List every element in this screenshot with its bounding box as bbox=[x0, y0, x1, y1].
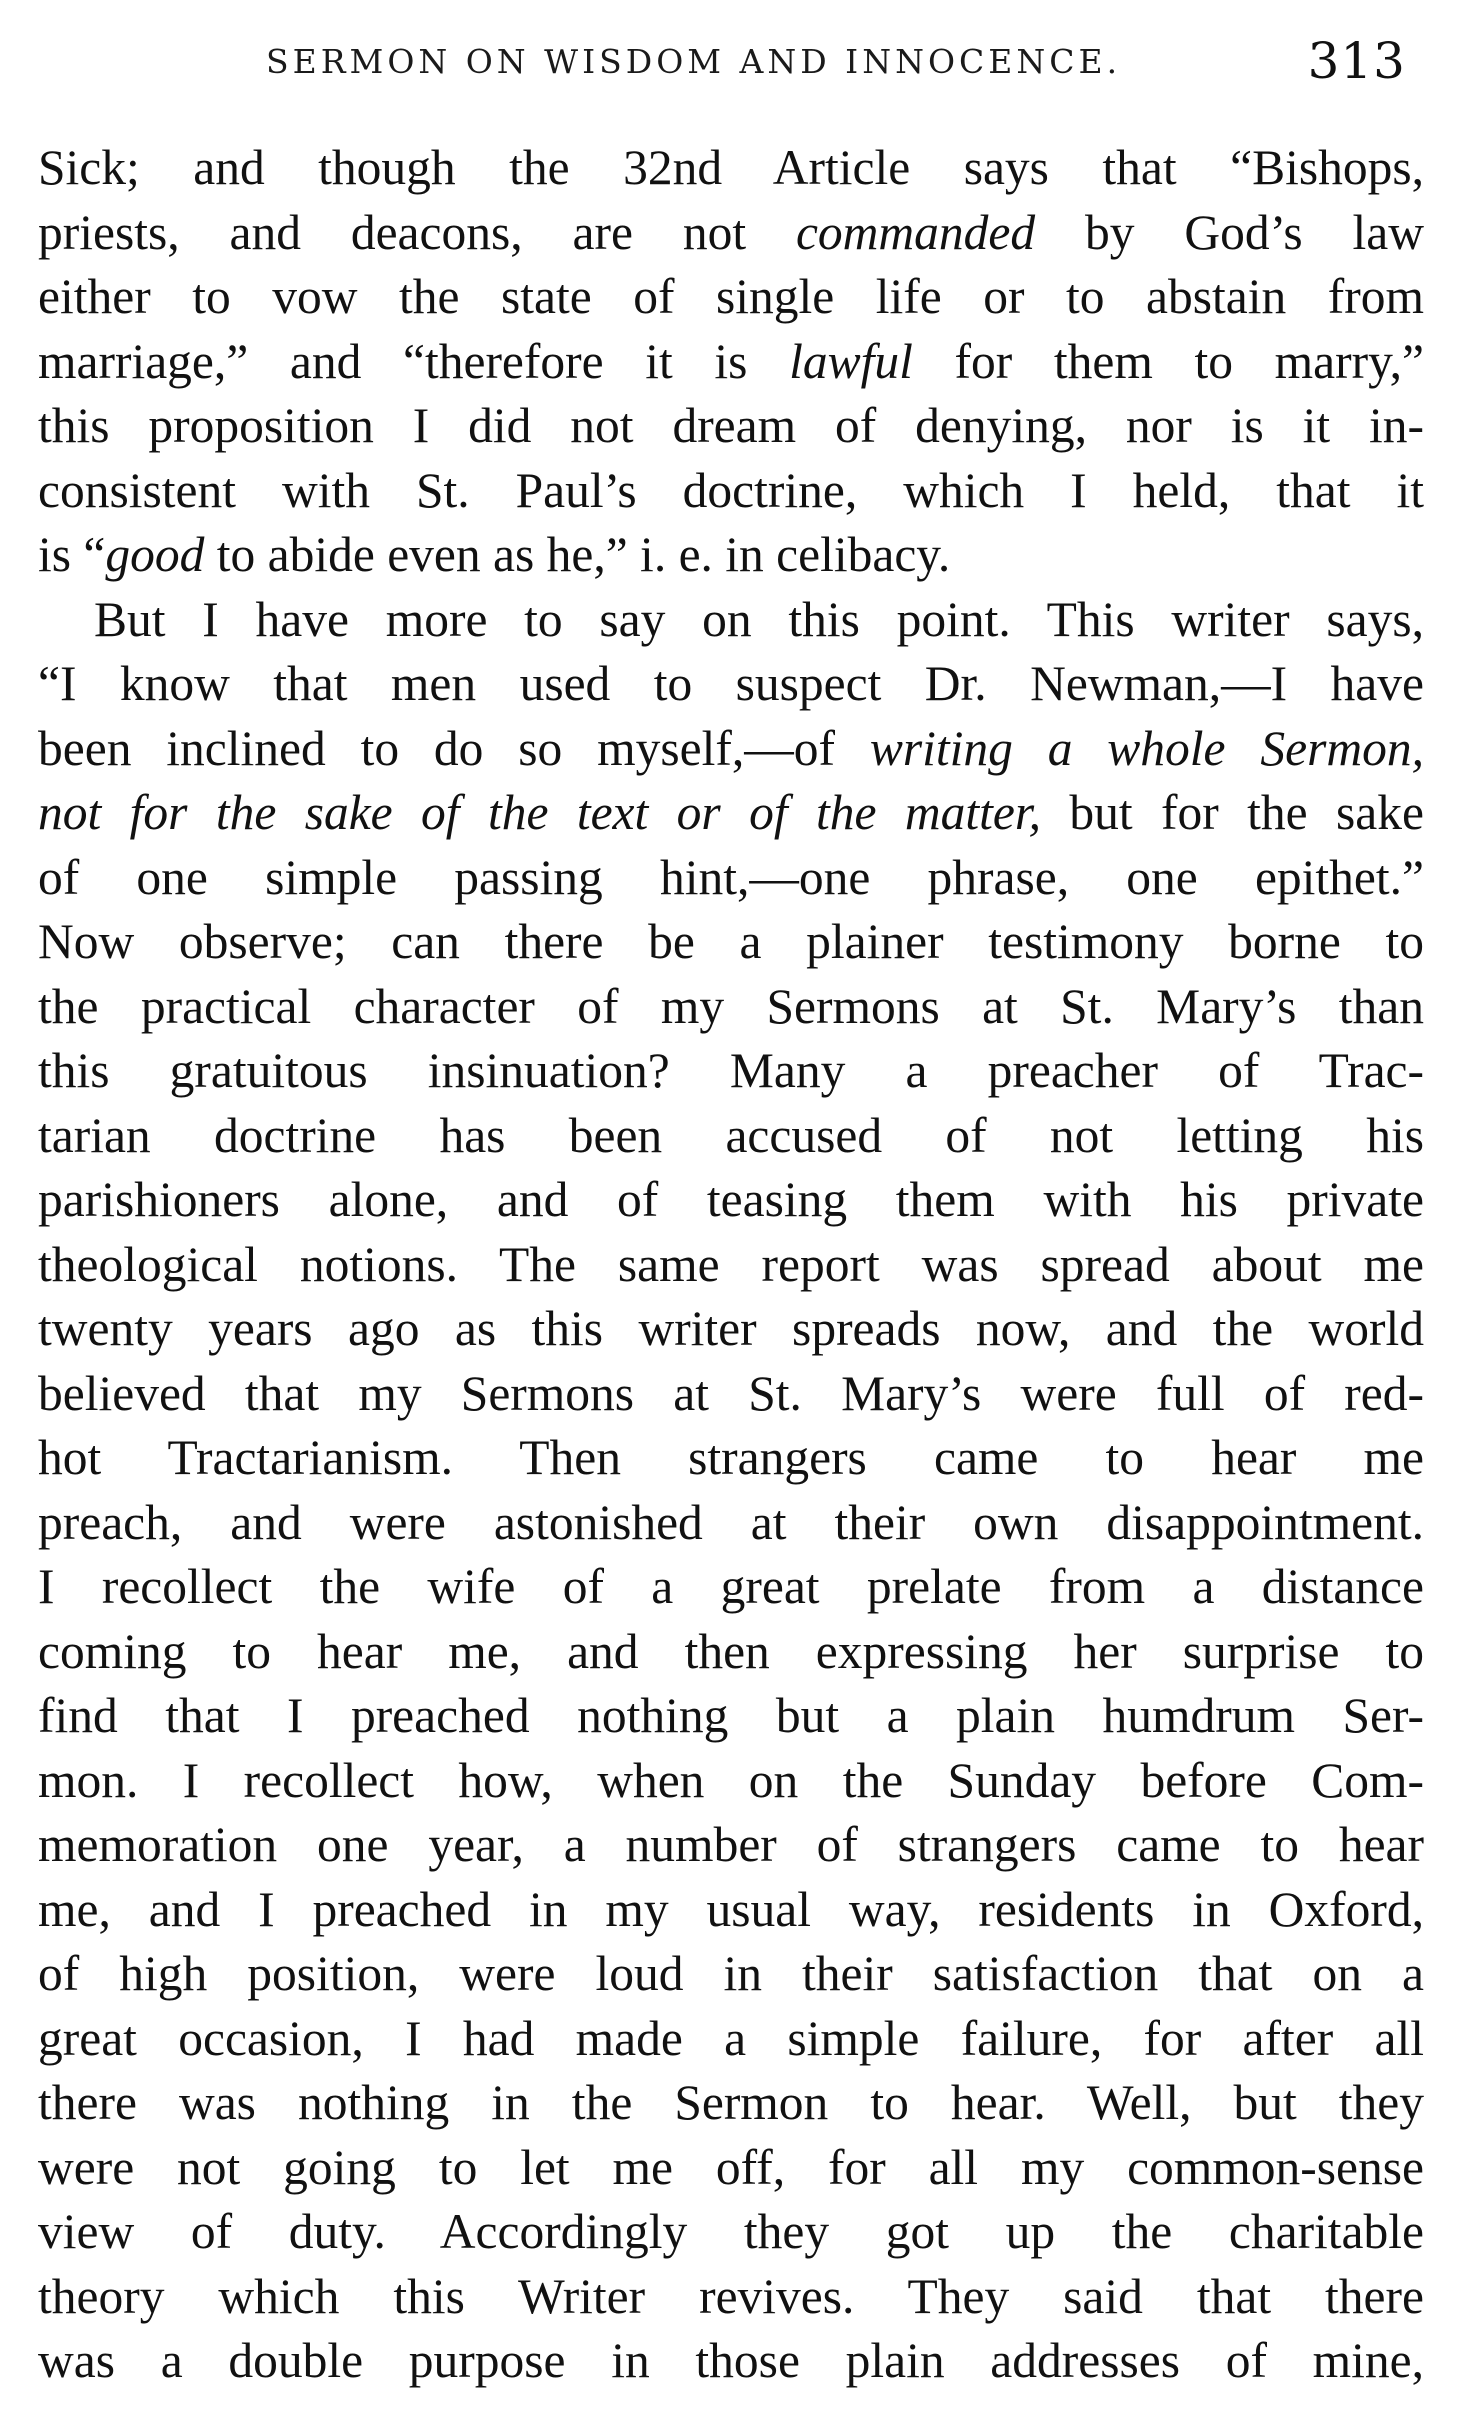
text-segment: great occasion, I had made a simple failure, for after all bbox=[38, 2010, 1424, 2066]
text-segment: twenty years ago as this writer spreads now, and the world bbox=[38, 1301, 1424, 1356]
text-segment: there was nothing in the Sermon to hear. Well, but they bbox=[38, 2075, 1424, 2130]
page-number: 313 bbox=[1307, 32, 1406, 90]
text-segment: were not going to let me off, for all my common-sense bbox=[38, 2139, 1424, 2195]
text-line bbox=[38, 1620, 1424, 1685]
text-segment: But I have more to say on this point. This writer says, bbox=[94, 591, 1424, 647]
text-segment: but for the sake bbox=[1041, 785, 1424, 840]
italic-text: good bbox=[105, 527, 205, 582]
text-segment: is “ bbox=[38, 527, 106, 582]
body-text bbox=[38, 136, 1424, 2394]
text-segment: Sick; and though the 32nd Article says that “Bishops, bbox=[38, 140, 1424, 195]
text-segment: this gratuitous insinuation? Many a preacher of Trac- bbox=[38, 1043, 1424, 1098]
text-segment: this proposition I did not dream of denying, nor is it in- bbox=[38, 398, 1424, 453]
text-line bbox=[38, 1491, 1424, 1556]
text-segment: been inclined to do so myself,—of bbox=[38, 720, 870, 776]
text-line bbox=[38, 975, 1424, 1040]
text-segment: tarian doctrine has been accused of not letting his bbox=[38, 1107, 1424, 1163]
text-line bbox=[38, 523, 1424, 588]
text-segment: coming to hear me, and then expressing her surprise to bbox=[38, 1623, 1424, 1679]
text-segment: memoration one year, a number of strangers came to hear bbox=[38, 1817, 1424, 1872]
text-segment: “I know that men used to suspect Dr. Newman,—I have bbox=[38, 656, 1424, 711]
text-segment: was a double purpose in those plain addresses of mine, bbox=[38, 2333, 1424, 2388]
text-line bbox=[38, 1426, 1424, 1491]
text-segment: consistent with St. Paul’s doctrine, which I held, that it bbox=[38, 462, 1424, 518]
italic-text: lawful bbox=[789, 333, 913, 389]
text-line bbox=[38, 846, 1424, 911]
text-segment: believed that my Sermons at St. Mary’s were full of red- bbox=[38, 1365, 1424, 1421]
text-segment: of high position, were loud in their satisfaction that on a bbox=[38, 1946, 1424, 2001]
text-segment: Now observe; can there be a plainer testimony borne to bbox=[38, 914, 1424, 969]
text-line bbox=[38, 330, 1424, 395]
text-line bbox=[38, 1362, 1424, 1427]
text-line bbox=[38, 2136, 1424, 2201]
italic-text: writing a whole Sermon, bbox=[869, 720, 1424, 776]
text-line bbox=[38, 1104, 1424, 1169]
text-segment: of one simple passing hint,—one phrase, one epithet.” bbox=[38, 849, 1424, 905]
text-line bbox=[38, 2200, 1424, 2265]
text-line bbox=[38, 1749, 1424, 1814]
text-line bbox=[38, 1813, 1424, 1878]
text-segment: for them to marry,” bbox=[912, 333, 1424, 389]
text-segment: I recollect the wife of a great prelate from a distance bbox=[38, 1559, 1424, 1614]
text-line bbox=[38, 2265, 1424, 2330]
text-segment: view of duty. Accordingly they got up the charitable bbox=[38, 2204, 1424, 2259]
text-segment: hot Tractarianism. Then strangers came to hear me bbox=[38, 1430, 1424, 1485]
text-segment: theological notions. The same report was spread about me bbox=[38, 1236, 1424, 1292]
italic-text: commanded bbox=[795, 204, 1036, 260]
text-line bbox=[38, 1942, 1424, 2007]
text-line bbox=[38, 2071, 1424, 2136]
italic-text: not for the sake of the text or of the matter, bbox=[38, 785, 1041, 840]
text-segment: find that I preached nothing but a plain humdrum Ser- bbox=[38, 1688, 1424, 1743]
text-line bbox=[38, 781, 1424, 846]
text-line bbox=[38, 1684, 1424, 1749]
text-line bbox=[38, 1233, 1424, 1298]
text-line bbox=[38, 1297, 1424, 1362]
text-segment: mon. I recollect how, when on the Sunday before Com- bbox=[38, 1752, 1424, 1808]
text-line bbox=[38, 717, 1424, 782]
text-segment: parishioners alone, and of teasing them with his private bbox=[38, 1172, 1424, 1227]
text-segment: theory which this Writer revives. They said that there bbox=[38, 2268, 1424, 2324]
text-line bbox=[38, 265, 1424, 330]
text-segment: to abide even as he,” i. e. in celibacy. bbox=[204, 527, 951, 582]
running-head bbox=[38, 0, 1424, 128]
text-line bbox=[38, 459, 1424, 524]
text-segment: me, and I preached in my usual way, residents in Oxford, bbox=[38, 1881, 1424, 1937]
text-line bbox=[38, 1168, 1424, 1233]
text-line bbox=[38, 1555, 1424, 1620]
text-segment: preach, and were astonished at their own disappointment. bbox=[38, 1494, 1424, 1550]
text-line bbox=[38, 1878, 1424, 1943]
text-line bbox=[38, 2329, 1424, 2394]
text-line bbox=[38, 588, 1424, 653]
text-line bbox=[38, 394, 1424, 459]
text-segment: priests, and deacons, are not bbox=[38, 204, 796, 260]
text-line bbox=[38, 201, 1424, 266]
text-line bbox=[38, 1039, 1424, 1104]
text-line bbox=[38, 652, 1424, 717]
text-segment: marriage,” and “therefore it is bbox=[38, 333, 790, 389]
text-segment: by God’s law bbox=[1035, 204, 1424, 260]
text-segment: the practical character of my Sermons at St. Mary’s than bbox=[38, 978, 1424, 1034]
text-line bbox=[38, 136, 1424, 201]
running-title: SERMON ON WISDOM AND INNOCENCE. bbox=[266, 42, 1122, 81]
text-line bbox=[38, 2007, 1424, 2072]
text-line bbox=[38, 910, 1424, 975]
text-segment: either to vow the state of single life or to abstain from bbox=[38, 269, 1424, 324]
book-page bbox=[38, 0, 1424, 2433]
